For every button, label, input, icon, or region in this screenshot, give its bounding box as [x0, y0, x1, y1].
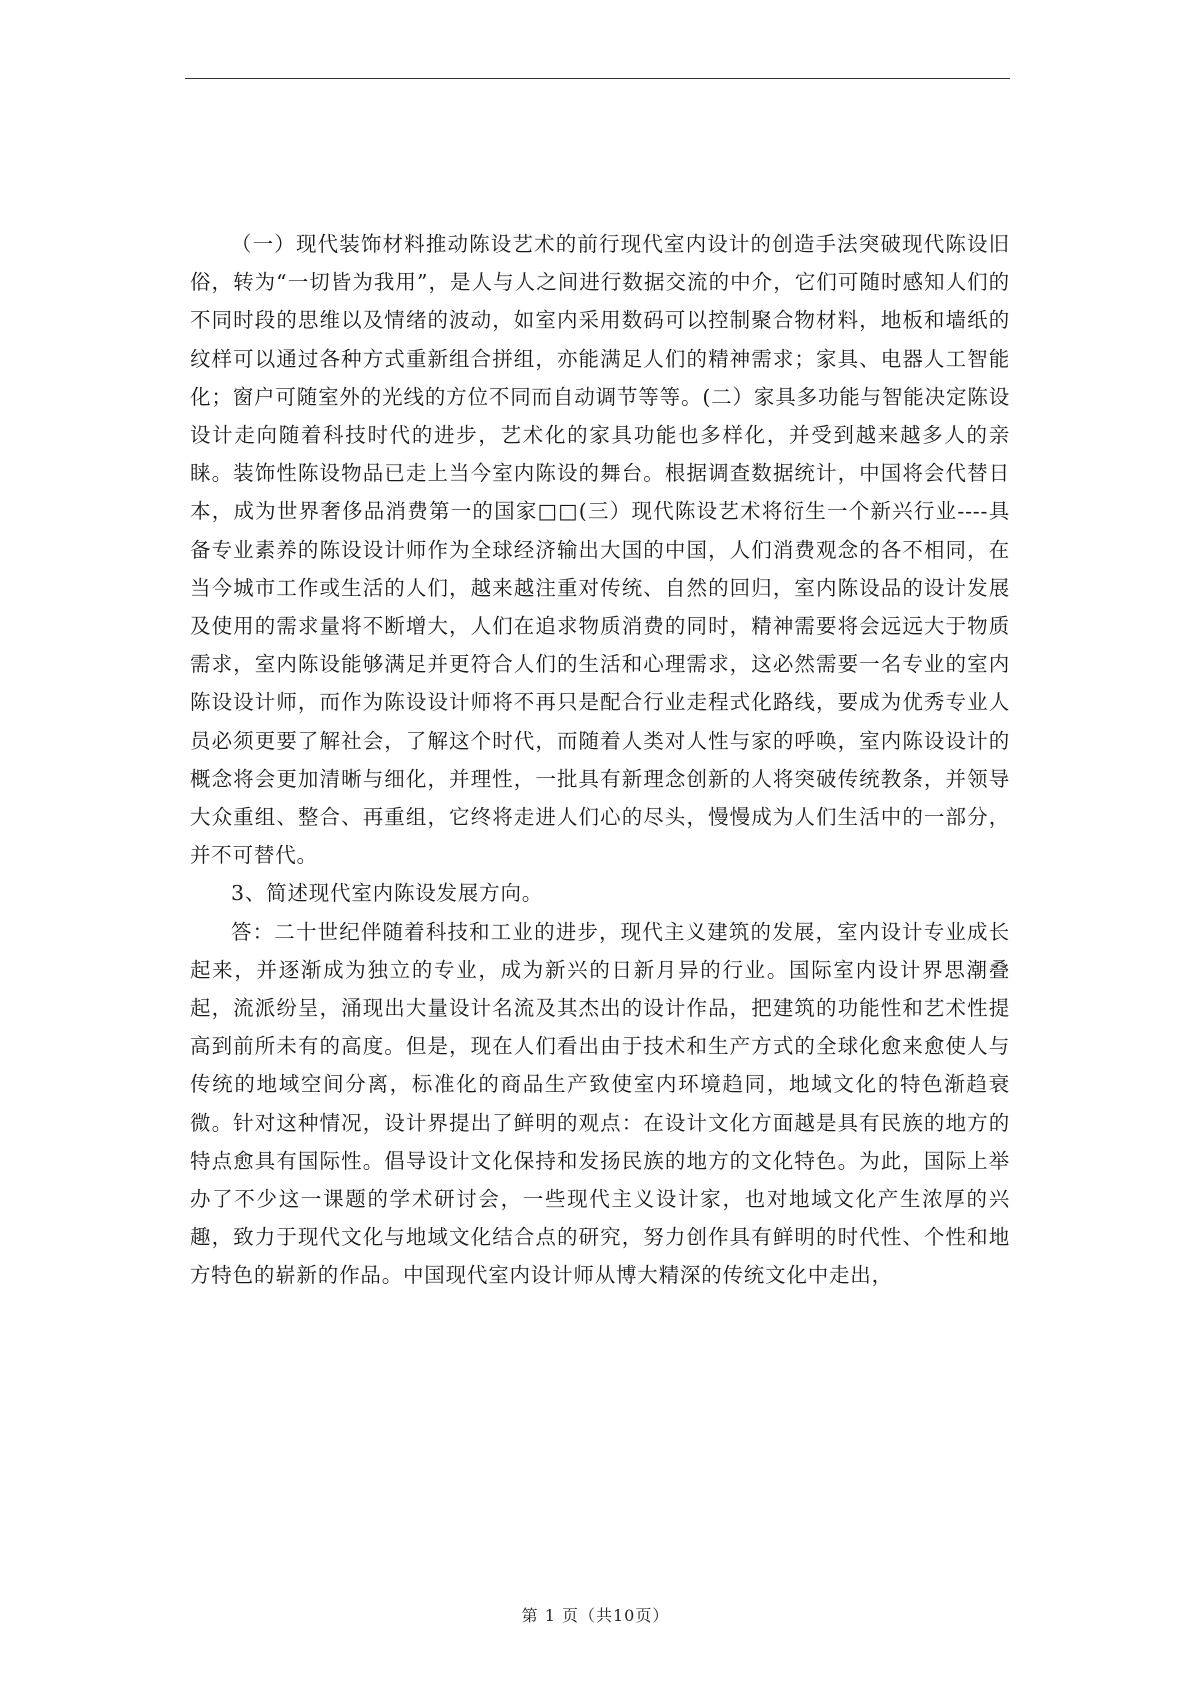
paragraph: 3、简述现代室内陈设发展方向。 [231, 881, 544, 906]
paragraph: （一）现代装饰材料推动陈设艺术的前行现代室内设计的创造手法突破现代陈设旧俗，转为“一切皆为我用”，是人与人之间进行数据交流的中介，它们可随时感知人们的不同时段的思维以及情绪的波动，如室内采用数码可以控制聚合物材料，地板和墙纸的纹样可以通过各种方式重新组合拼组，亦能满足人们的精神需求；家具、电器人工智能化；窗户可随室外的光线的方位不同而自动调节等等。(二）家具多功能与智能决定陈设设计走向随着科技时代的进步，艺术化的家具功能也多样化，并受到越来越多人的亲睐。装饰性陈设物品已走上当今室内陈设的舞台。根据调查数据统计，中国将会代替日本，成为世界奢侈品消费第一的国家□□(三）现代陈设艺术将衍生一个新兴行业----具备专业素养的陈设设计师作为全球经济输出大国的中国，人们消费观念的各不相同，在当今城市工作或生活的人们，越来越注重对传统、自然的回归，室内陈设品的设计发展及使用的需求量将不断增大，人们在追求物质消费的同时，精神需要将会远远大于物质需求，室内陈设能够满足并更符合人们的生活和心理需求，这必然需要一名专业的室内陈设设计师，而作为陈设设计师将不再只是配合行业走程式化路线，要成为优秀专业人员必须更要了解社会，了解这个时代，而随着人类对人性与家的呼唤，室内陈设设计的概念将会更加清晰与细化，并理性，一批具有新理念创新的人将突破传统教条，并领导大众重组、整合、再重组，它终将走进人们心的尽头，慢慢成为人们生活中的一部分，并不可替代。 [190, 232, 1010, 868]
document-body [190, 225, 1010, 1295]
paragraph: 答：二十世纪伴随着科技和工业的进步，现代主义建筑的发展，室内设计专业成长起来，并逐渐成为独立的专业，成为新兴的日新月异的行业。国际室内设计界思潮叠起，流派纷呈，涌现出大量设计名流及其杰出的设计作品，把建筑的功能性和艺术性提高到前所未有的高度。但是，现在人们看出由于技术和生产方式的全球化愈来愈使人与传统的地域空间分离，标准化的商品生产致使室内环境趋同，地域文化的特色渐趋衰微。针对这种情况，设计界提出了鲜明的观点：在设计文化方面越是具有民族的地方的特点愈具有国际性。倡导设计文化保持和发扬民族的地方的文化特色。为此，国际上举办了不少这一课题的学术研讨会，一些现代主义设计家，也对地域文化产生浓厚的兴趣，致力于现代文化与地域文化结合点的研究，努力创作具有鲜明的时代性、个性和地方特色的崭新的作品。中国现代室内设计师从博大精深的传统文化中走出， [190, 919, 1010, 1288]
header-rule [185, 78, 1010, 79]
page-footer: 第 1 页（共10页） [521, 1606, 670, 1625]
